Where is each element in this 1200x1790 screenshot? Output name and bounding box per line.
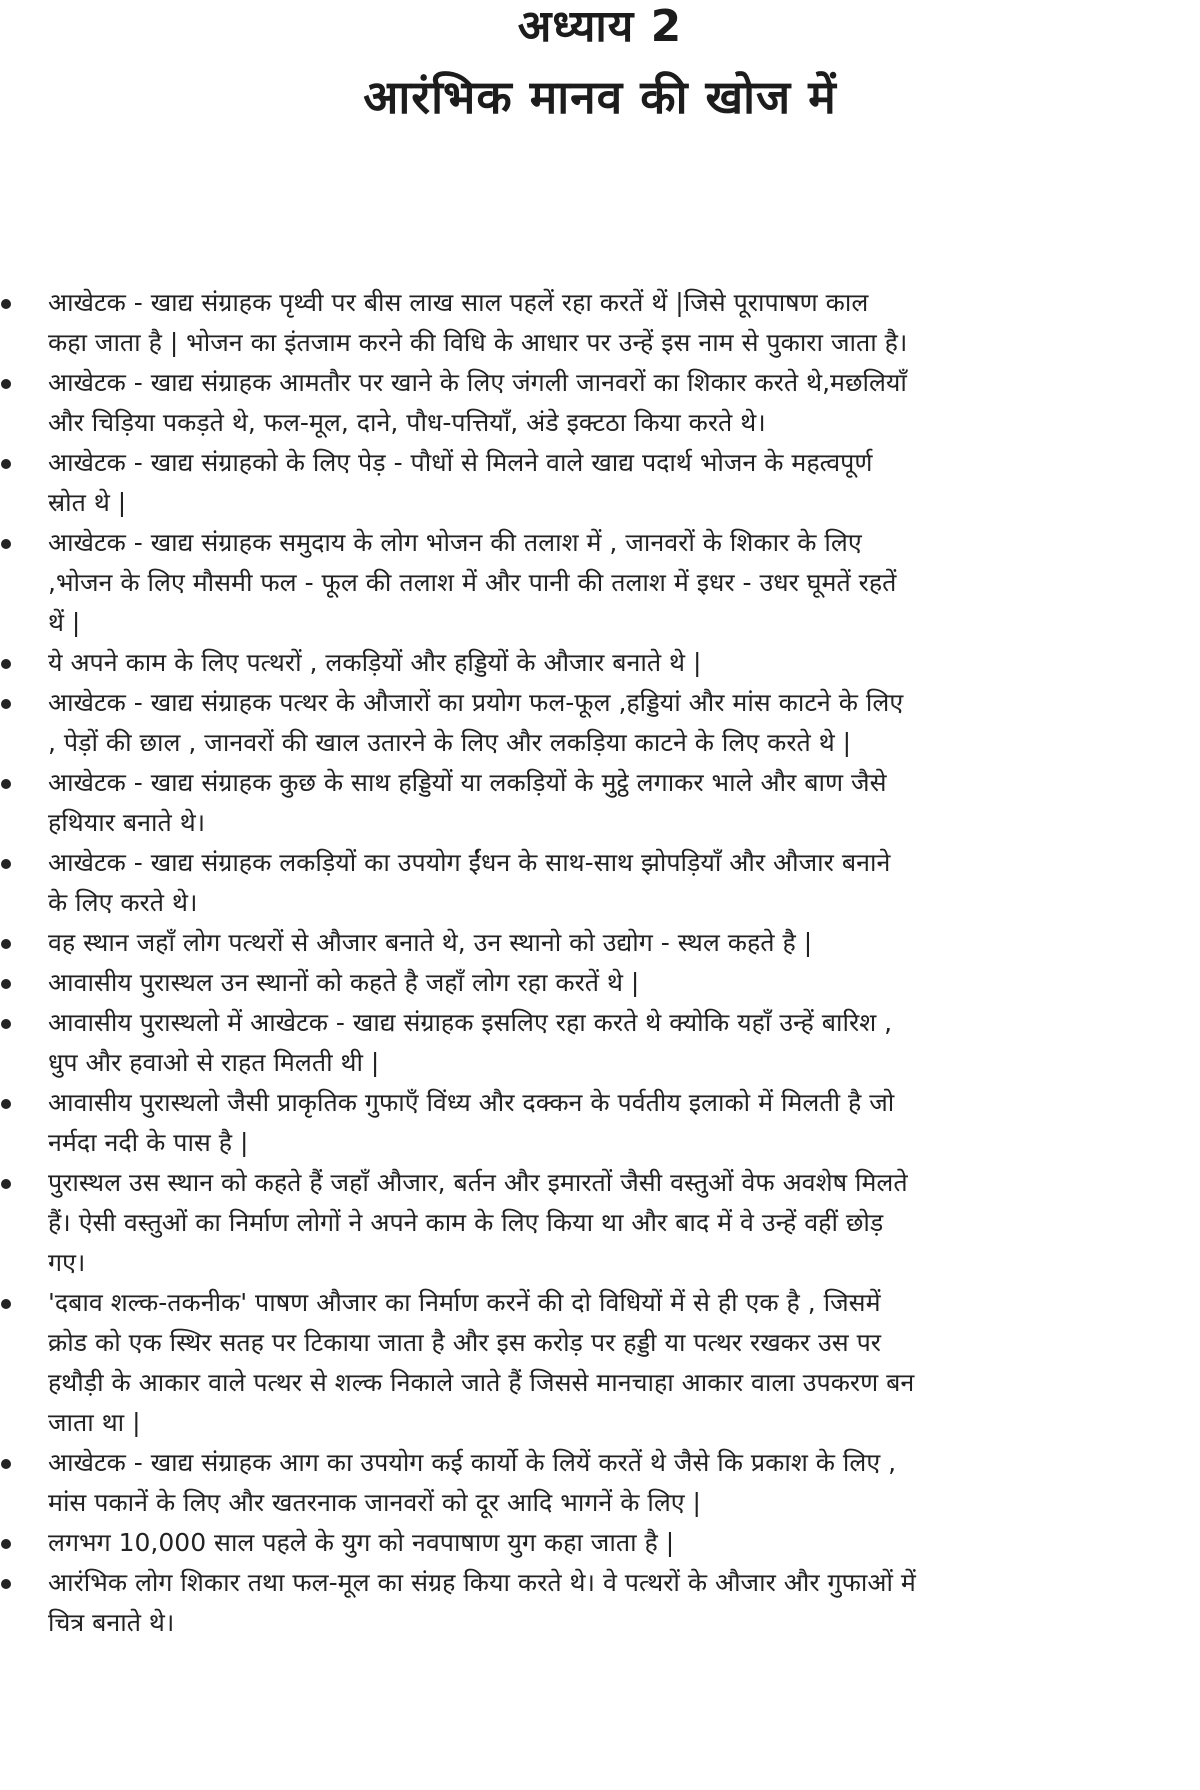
list-item-line: मांस पकानें के लिए और खतरनाक जानवरों को दूर आदि भागनें के लिए | [48, 1488, 701, 1517]
list-item-line: क्रोड को एक स्थिर सतह पर टिकाया जाता है और इस करोड़ पर हड्डी या पत्थर रखकर उस पर [48, 1328, 881, 1357]
bullet-icon [1, 1019, 11, 1029]
bullet-icon [1, 1459, 11, 1469]
list-item-line: हथियार बनाते थे। [48, 808, 206, 837]
list-item [0, 763, 1200, 843]
bullet-icon [1, 459, 11, 469]
list-item [0, 283, 1200, 363]
list-item [0, 1163, 1200, 1283]
list-item-line: हैं। ऐसी वस्तुओं का निर्माण लोगों ने अपने काम के लिए किया था और बाद में वे उन्हें वहीं छोड़ [48, 1208, 884, 1237]
list-item-line: के लिए करते थे। [48, 888, 198, 917]
chapter-header [0, 0, 1200, 126]
bullet-icon [1, 699, 11, 709]
list-item [0, 1563, 1200, 1643]
bullet-icon [1, 379, 11, 389]
bullet-icon [1, 539, 11, 549]
list-item-line: थें | [48, 608, 81, 637]
list-item-line: और चिड़िया पकड़ते थे, फल-मूल, दाने, पौध-पत्तियाँ, अंडे इक्टठा किया करते थे। [48, 408, 766, 437]
list-item [0, 643, 1200, 683]
list-item-line: वह स्थान जहाँ लोग पत्थरों से औजार बनाते थे, उन स्थानो को उद्योग - स्थल कहते है | [48, 928, 813, 957]
bullet-icon [1, 659, 11, 669]
list-item-line: आखेटक - खाद्य संग्राहको के लिए पेड़ - पौधों से मिलने वाले खाद्य पदार्थ भोजन के महत्वपूर्ण [48, 448, 873, 477]
list-item [0, 683, 1200, 763]
list-item [0, 1523, 1200, 1563]
list-item [0, 923, 1200, 963]
list-item [0, 843, 1200, 923]
list-item-line: 'दबाव शल्क-तकनीक' पाषण औजार का निर्माण करनें की दो विधियों में से ही एक है , जिसमें [48, 1288, 881, 1317]
bullet-icon [1, 779, 11, 789]
list-item-line: धुप और हवाओ से राहत मिलती थी | [48, 1048, 380, 1077]
list-item-line: पुरास्थल उस स्थान को कहते हैं जहाँ औजार, बर्तन और इमारतों जैसी वस्तुओं वेफ अवशेष मिलते [48, 1168, 908, 1197]
list-item-line: आखेटक - खाद्य संग्राहक पृथ्वी पर बीस लाख साल पहलें रहा करतें थें |जिसे पूरापाषण काल [48, 288, 869, 317]
list-item-line: स्रोत थे | [48, 488, 127, 517]
list-item-line: आवासीय पुरास्थल उन स्थानों को कहते है जहाँ लोग रहा करतें थे | [48, 968, 640, 997]
list-item [0, 1283, 1200, 1443]
list-item-line: आखेटक - खाद्य संग्राहक पत्थर के औजारों का प्रयोग फल-फूल ,हड्डियां और मांस काटने के लिए [48, 688, 904, 717]
bullet-icon [1, 1579, 11, 1589]
bullet-icon [1, 299, 11, 309]
bullet-icon [1, 979, 11, 989]
list-item [0, 363, 1200, 443]
list-item-line: हथौड़ी के आकार वाले पत्थर से शल्क निकाले जाते हैं जिससे मानचाहा आकार वाला उपकरण बन [48, 1368, 915, 1397]
bullet-icon [1, 1099, 11, 1109]
bullet-icon [1, 1539, 11, 1549]
bullet-icon [1, 1299, 11, 1309]
list-item [0, 1443, 1200, 1523]
list-item [0, 1083, 1200, 1163]
list-item-line: आवासीय पुरास्थलो जैसी प्राकृतिक गुफाएँ विंध्य और दक्कन के पर्वतीय इलाको में मिलती है जो [48, 1088, 895, 1117]
list-item [0, 523, 1200, 643]
bullet-icon [1, 939, 11, 949]
list-item [0, 963, 1200, 1003]
list-item-line: लगभग 10,000 साल पहले के युग को नवपाषाण युग कहा जाता है | [48, 1528, 675, 1557]
bullet-icon [1, 1179, 11, 1189]
list-item-line: ये अपने काम के लिए पत्थरों , लकड़ियों और हड्डियों के औजार बनाते थे | [48, 648, 702, 677]
notes-bullet-list [0, 283, 1200, 1643]
list-item-line: चित्र बनाते थे। [48, 1608, 175, 1637]
list-item-line: ,भोजन के लिए मौसमी फल - फूल की तलाश में और पानी की तलाश में इधर - उधर घूमतें रहतें [48, 568, 897, 597]
list-item-line: गए। [48, 1248, 86, 1277]
list-item-line: आवासीय पुरास्थलो में आखेटक - खाद्य संग्राहक इसलिए रहा करते थे क्योकि यहाँ उन्हें बारिश , [48, 1008, 893, 1037]
list-item-line: आखेटक - खाद्य संग्राहक लकड़ियों का उपयोग ईंधन के साथ-साथ झोपड़ियाँ और औजार बनाने [48, 848, 891, 877]
list-item [0, 1003, 1200, 1083]
list-item-line: नर्मदा नदी के पास है | [48, 1128, 249, 1157]
list-item-line: आखेटक - खाद्य संग्राहक आमतौर पर खाने के लिए जंगली जानवरों का शिकार करते थे,मछलियाँ [48, 368, 907, 397]
chapter-number: अध्याय 2 [517, 1, 683, 52]
chapter-title: आरंभिक मानव की खोज में [363, 70, 837, 124]
list-item-line: कहा जाता है | भोजन का इंतजाम करने की विधि के आधार पर उन्हें इस नाम से पुकारा जाता है। [48, 328, 908, 357]
list-item-line: आखेटक - खाद्य संग्राहक समुदाय के लोग भोजन की तलाश में , जानवरों के शिकार के लिए [48, 528, 862, 557]
bullet-icon [1, 859, 11, 869]
list-item-line: आखेटक - खाद्य संग्राहक कुछ के साथ हड्डियों या लकड़ियों के मुट्ठे लगाकर भाले और बाण जैसे [48, 768, 887, 797]
list-item [0, 443, 1200, 523]
list-item-line: आरंभिक लोग शिकार तथा फल-मूल का संग्रह किया करते थे। वे पत्थरों के औजार और गुफाओं में [48, 1568, 916, 1597]
list-item-line: आखेटक - खाद्य संग्राहक आग का उपयोग कई कार्यो के लियें करतें थे जैसे कि प्रकाश के लिए , [48, 1448, 897, 1477]
list-item-line: जाता था | [48, 1408, 141, 1437]
list-item-line: , पेड़ों की छाल , जानवरों की खाल उतारने के लिए और लकड़िया काटने के लिए करते थे | [48, 728, 852, 757]
